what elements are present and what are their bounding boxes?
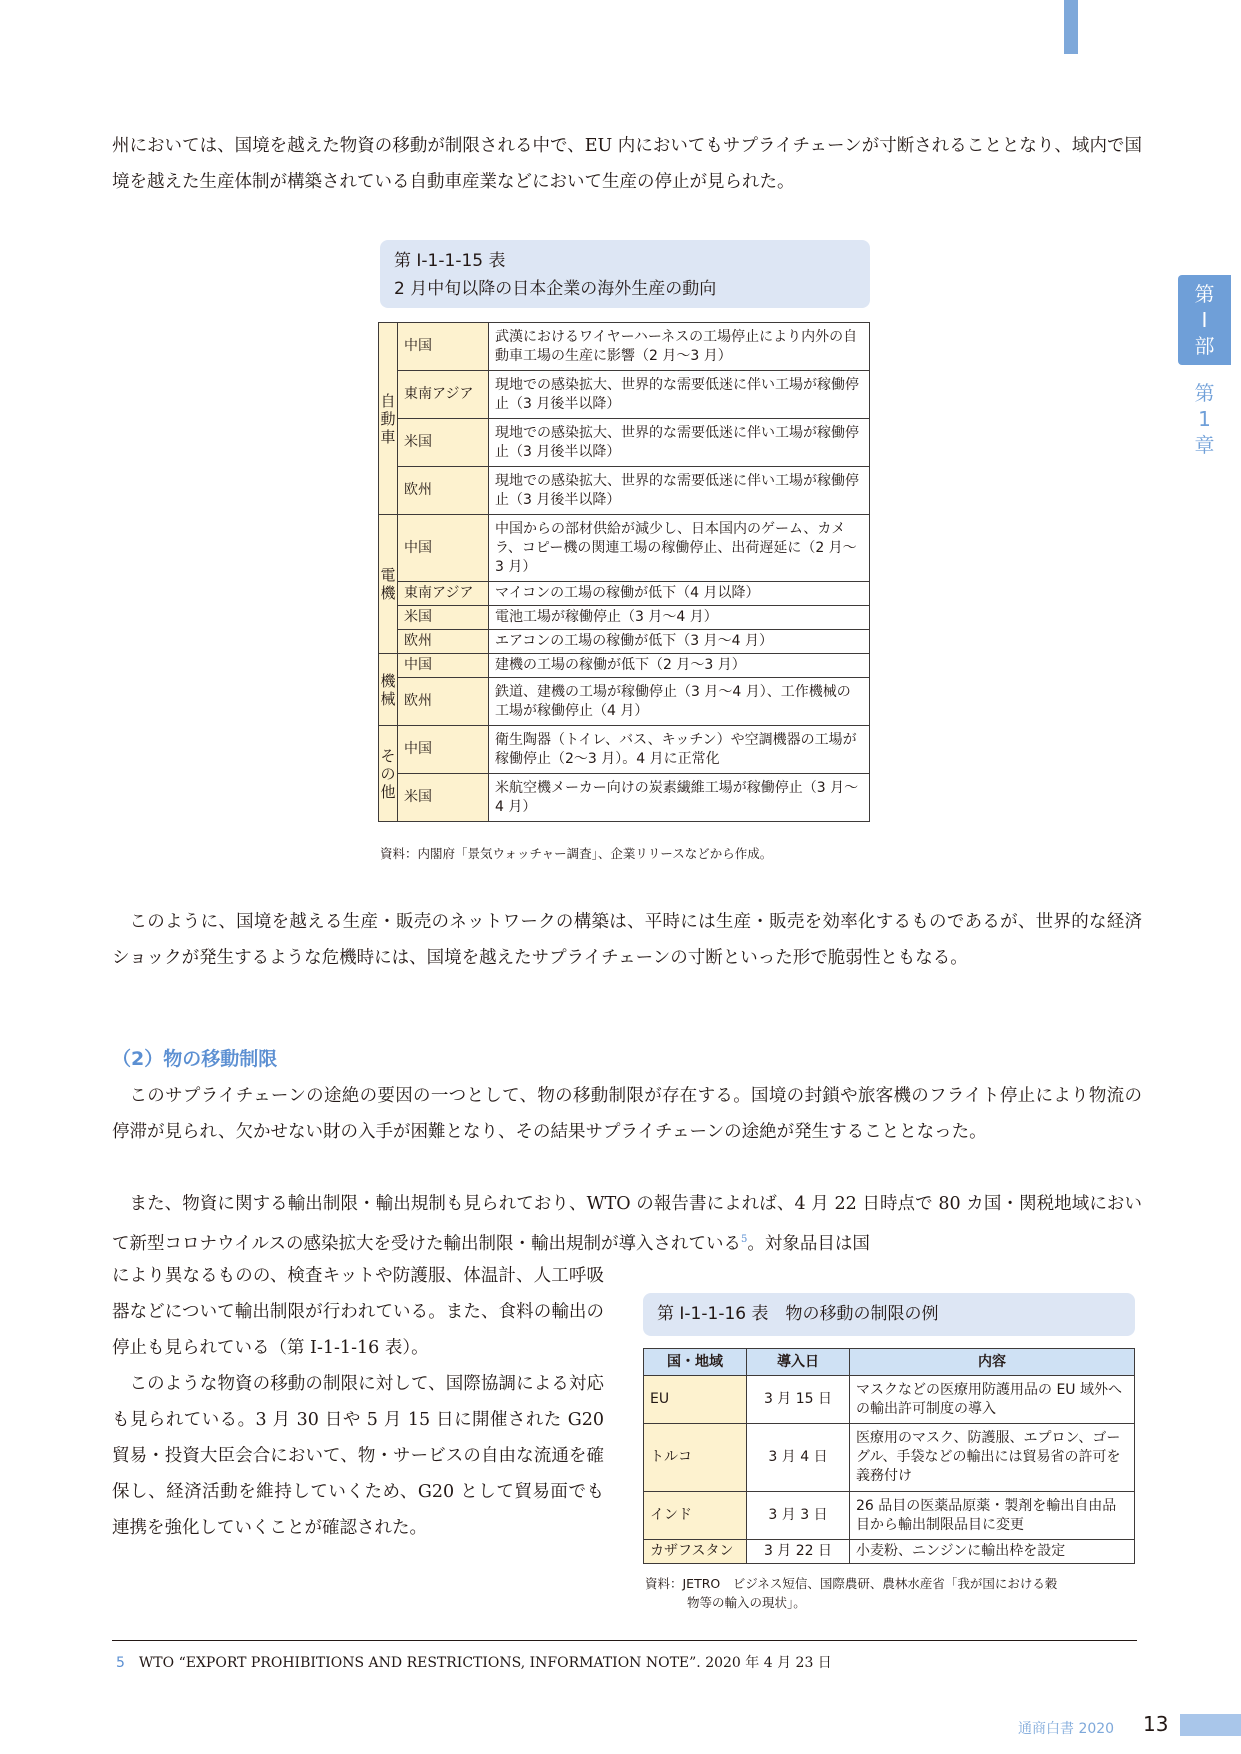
paragraph-text: また、物資に関する輸出制限・輸出規制も見られており、WTO の報告書によれば、4 月 22 日時点で 80 カ国・関税地域において新型コロナウイルスの感染拡大を受けた輸出制限・輸出規制が導入されている <box>112 1194 1142 1254</box>
description-cell: 米航空機メーカー向けの炭素繊維工場が稼働停止（3 月〜4 月） <box>489 774 870 822</box>
region-cell: 中国 <box>398 323 489 371</box>
category-cell <box>379 726 398 822</box>
side-tab-char: I <box>1201 308 1208 332</box>
column-header: 国・地域 <box>644 1349 747 1376</box>
category-cell <box>379 323 398 515</box>
footnote-marker: 5 <box>740 1234 748 1245</box>
body-paragraph: 州においては、国境を越えた物資の移動が制限される中で、EU 内においてもサプライチェーンが寸断されることとなり、域内で国境を越えた生産体制が構築されている自動車産業などにおいて生産の停止が見られた。 <box>112 136 1142 192</box>
region-cell: 欧州 <box>398 630 489 654</box>
footnote-number: 5 <box>116 1655 125 1671</box>
footnote <box>116 1652 832 1672</box>
section-heading: （2）物の移動制限 <box>112 1048 278 1070</box>
content-cell: 小麦粉、ニンジンに輸出枠を設定 <box>850 1540 1135 1564</box>
region-cell: 中国 <box>398 515 489 582</box>
date-cell: 3 月 3 日 <box>747 1492 850 1540</box>
description-cell: 中国からの部材供給が減少し、日本国内のゲーム、カメラ、コピー機の関連工場の稼働停止、出荷遅延に（2 月〜3 月） <box>489 515 870 582</box>
table2-source <box>645 1574 1135 1612</box>
region-cell: 米国 <box>398 774 489 822</box>
side-tab-chapter <box>1178 380 1231 458</box>
description-cell: 武漢におけるワイヤーハーネスの工場停止により内外の自動車工場の生産に影響（2 月〜3 月） <box>489 323 870 371</box>
date-cell: 3 月 15 日 <box>747 1376 850 1424</box>
region-cell: 米国 <box>398 606 489 630</box>
description-cell: 現地での感染拡大、世界的な需要低迷に伴い工場が稼働停止（3 月後半以降） <box>489 467 870 515</box>
description-cell: マイコンの工場の稼働が低下（4 月以降） <box>489 582 870 606</box>
page-number: 13 <box>1143 1712 1169 1736</box>
region-cell: 東南アジア <box>398 582 489 606</box>
description-cell: 衛生陶器（トイレ、バス、キッチン）や空調機器の工場が稼働停止（2〜3 月）。4 月に正常化 <box>489 726 870 774</box>
table2 <box>643 1348 1135 1564</box>
country-cell: トルコ <box>644 1424 747 1492</box>
region-cell: 欧州 <box>398 678 489 726</box>
column-header: 導入日 <box>747 1349 850 1376</box>
date-cell: 3 月 4 日 <box>747 1424 850 1492</box>
country-cell: カザフスタン <box>644 1540 747 1564</box>
country-cell: EU <box>644 1376 747 1424</box>
region-cell: 欧州 <box>398 467 489 515</box>
country-cell: インド <box>644 1492 747 1540</box>
footnote-text: WTO “EXPORT PROHIBITIONS AND RESTRICTIONS, INFORMATION NOTE”. 2020 年 4 月 23 日 <box>138 1655 832 1671</box>
body-paragraph <box>112 1186 1142 1262</box>
content-cell: 医療用のマスク、防護服、エプロン、ゴーグル、手袋などの輸出には貿易省の許可を義務付け <box>850 1424 1135 1492</box>
table1-title: 2 月中旬以降の日本企業の海外生産の動向 <box>394 279 717 299</box>
category-label: 電機 <box>380 566 396 602</box>
column-header: 内容 <box>850 1349 1135 1376</box>
source-line: 物等の輸入の現状」。 <box>687 1595 806 1610</box>
source-line: 資料：JETRO ビジネス短信、国際農研、農林水産省「我が国における穀 <box>645 1576 1058 1591</box>
region-cell: 米国 <box>398 419 489 467</box>
paragraph-text: 。対象品目は国 <box>747 1233 870 1254</box>
body-paragraph: このサプライチェーンの途絶の要因の一つとして、物の移動制限が存在する。国境の封鎖や旅客機のフライト停止により物流の停滞が見られ、欠かせない財の入手が困難となり、その結果サプライチェーンの途絶が発生することとなった。 <box>112 1086 1142 1142</box>
region-cell: 中国 <box>398 654 489 678</box>
side-tab-char: 章 <box>1194 433 1215 457</box>
category-label: その他 <box>380 746 396 801</box>
table1-caption <box>380 240 870 308</box>
side-tab-char: 第 <box>1194 282 1215 306</box>
side-tab-char: 第 <box>1194 381 1215 405</box>
top-color-tab <box>1064 0 1078 54</box>
description-cell: 建機の工場の稼働が低下（2 月〜3 月） <box>489 654 870 678</box>
description-cell: 現地での感染拡大、世界的な需要低迷に伴い工場が稼働停止（3 月後半以降） <box>489 371 870 419</box>
category-cell <box>379 654 398 726</box>
side-tab-part <box>1178 275 1231 365</box>
category-label: 自動車 <box>380 391 396 446</box>
description-cell: 電池工場が稼働停止（3 月〜4 月） <box>489 606 870 630</box>
content-cell: 26 品目の医薬品原薬・製剤を輸出自由品目から輸出制限品目に変更 <box>850 1492 1135 1540</box>
category-label: 機械 <box>380 671 396 708</box>
side-tab-char: 1 <box>1198 407 1211 431</box>
body-paragraph: により異なるものの、検査キットや防護服、体温計、人工呼吸器などについて輸出制限が行われている。また、食料の輸出の停止も見られている（第 I-1-1-16 表）。 <box>112 1266 604 1358</box>
region-cell: 中国 <box>398 726 489 774</box>
description-cell: 現地での感染拡大、世界的な需要低迷に伴い工場が稼働停止（3 月後半以降） <box>489 419 870 467</box>
side-tab-char: 部 <box>1194 334 1215 358</box>
description-cell: 鉄道、建機の工場が稼働停止（3 月〜4 月）、工作機械の工場が稼働停止（4 月） <box>489 678 870 726</box>
region-cell: 東南アジア <box>398 371 489 419</box>
page-number-bar <box>1180 1714 1241 1736</box>
content-cell: マスクなどの医療用防護用品の EU 域外への輸出許可制度の導入 <box>850 1376 1135 1424</box>
publication-label: 通商白書 2020 <box>1018 1721 1115 1737</box>
date-cell: 3 月 22 日 <box>747 1540 850 1564</box>
category-cell <box>379 515 398 654</box>
table1 <box>378 322 870 822</box>
footnote-divider <box>112 1640 1137 1641</box>
table1-source: 資料：内閣府「景気ウォッチャー調査」、企業リリースなどから作成。 <box>380 846 773 861</box>
body-paragraph: このように、国境を越える生産・販売のネットワークの構築は、平時には生産・販売を効率化するものであるが、世界的な経済ショックが発生するような危機時には、国境を越えたサプライチェーンの寸断といった形で脆弱性ともなる。 <box>112 912 1142 968</box>
table1-number: 第 I-1-1-15 表 <box>394 251 506 271</box>
table2-caption: 第 I-1-1-16 表 物の移動の制限の例 <box>643 1293 1135 1336</box>
description-cell: エアコンの工場の稼働が低下（3 月〜4 月） <box>489 630 870 654</box>
body-paragraph: このような物資の移動の制限に対して、国際協調による対応も見られている。3 月 30 日や 5 月 15 日に開催された G20 貿易・投資大臣会合において、物・サービスの自由な流通を確保し、経済活動を維持していくため、G20 として貿易面でも連携を強化していくことが確認された。 <box>112 1374 604 1538</box>
